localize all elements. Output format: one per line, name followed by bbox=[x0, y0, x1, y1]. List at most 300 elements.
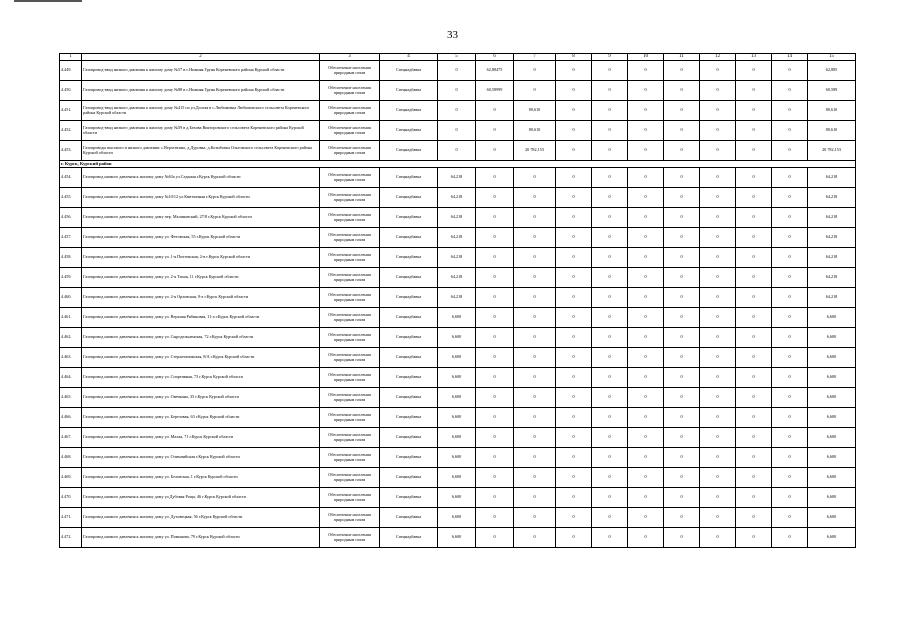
year-value: 0 bbox=[736, 101, 772, 121]
year-value: 0 bbox=[736, 308, 772, 328]
year-value: 0 bbox=[772, 388, 808, 408]
year-value: 0 bbox=[772, 328, 808, 348]
year-value: 0 bbox=[772, 228, 808, 248]
year-value: 0 bbox=[476, 101, 514, 121]
row-number: 4.471. bbox=[60, 508, 82, 528]
year-value: 0 bbox=[514, 168, 556, 188]
total-value: 64,218 bbox=[808, 248, 856, 268]
year-value: 0 bbox=[700, 528, 736, 548]
year-value: 0 bbox=[700, 468, 736, 488]
year-value: 0 bbox=[628, 168, 664, 188]
purpose-cell: Обеспечение населения природным газом bbox=[320, 248, 380, 268]
year-value: 0 bbox=[772, 468, 808, 488]
purpose-cell: Обеспечение населения природным газом bbox=[320, 488, 380, 508]
year-value: 0 bbox=[556, 388, 592, 408]
object-name: Газопровод низкого давления к жилому дому ул. Спортивная, 73 г.Курск Курской области bbox=[82, 368, 320, 388]
year-value: 0 bbox=[592, 81, 628, 101]
year-value: 0 bbox=[628, 188, 664, 208]
year-value: 0 bbox=[476, 528, 514, 548]
year-value: 0 bbox=[664, 101, 700, 121]
object-name: Газопровод низкого давления к жилому дому ул. Овечкина, 35 г.Курск Курской области bbox=[82, 388, 320, 408]
year-value: 0 bbox=[664, 188, 700, 208]
funding-source: Спецнадбавка bbox=[380, 328, 438, 348]
table-row bbox=[60, 188, 856, 208]
year-value: 0 bbox=[476, 141, 514, 161]
total-value: 60,589 bbox=[808, 81, 856, 101]
year-value: 0 bbox=[592, 328, 628, 348]
year-value: 6,600 bbox=[438, 348, 476, 368]
year-value: 0 bbox=[438, 61, 476, 81]
table-row bbox=[60, 408, 856, 428]
year-value: 20 782,153 bbox=[514, 141, 556, 161]
row-number: 4.463. bbox=[60, 348, 82, 368]
year-value: 0 bbox=[700, 448, 736, 468]
table-row bbox=[60, 101, 856, 121]
year-value: 64,218 bbox=[438, 288, 476, 308]
year-value: 0 bbox=[736, 528, 772, 548]
column-number: 4 bbox=[380, 54, 438, 61]
year-value: 0 bbox=[736, 248, 772, 268]
funding-source: Спецнадбавка bbox=[380, 81, 438, 101]
year-value: 0 bbox=[476, 468, 514, 488]
year-value: 0 bbox=[592, 368, 628, 388]
year-value: 0 bbox=[772, 248, 808, 268]
purpose-cell: Обеспечение населения природным газом bbox=[320, 328, 380, 348]
row-number: 4.455. bbox=[60, 188, 82, 208]
year-value: 6,600 bbox=[438, 368, 476, 388]
year-value: 0 bbox=[514, 308, 556, 328]
year-value: 0 bbox=[700, 428, 736, 448]
table-row bbox=[60, 61, 856, 81]
funding-source: Спецнадбавка bbox=[380, 388, 438, 408]
object-name: Газопровод низкого давления к жилому дому ул. Верхняя Рябиновая, 11-а г.Курск Курской области bbox=[82, 308, 320, 328]
year-value: 0 bbox=[628, 308, 664, 328]
year-value: 6,600 bbox=[438, 508, 476, 528]
year-value: 0 bbox=[664, 428, 700, 448]
object-name: Газопровод низкого давления к жилому дому ул. Фетовская, 55 г.Курск Курской области bbox=[82, 228, 320, 248]
year-value: 0 bbox=[592, 488, 628, 508]
year-value: 0 bbox=[556, 488, 592, 508]
year-value: 0 bbox=[476, 368, 514, 388]
purpose-cell: Обеспечение населения природным газом bbox=[320, 121, 380, 141]
year-value: 0 bbox=[514, 288, 556, 308]
year-value: 0 bbox=[592, 188, 628, 208]
year-value: 0 bbox=[556, 508, 592, 528]
year-value: 0 bbox=[592, 248, 628, 268]
total-value: 6,600 bbox=[808, 428, 856, 448]
year-value: 0 bbox=[556, 408, 592, 428]
year-value: 0 bbox=[476, 208, 514, 228]
year-value: 0 bbox=[628, 101, 664, 121]
row-number: 4.467. bbox=[60, 428, 82, 448]
table-body bbox=[60, 54, 856, 548]
total-value: 64,218 bbox=[808, 208, 856, 228]
year-value: 0 bbox=[514, 228, 556, 248]
year-value: 0 bbox=[628, 388, 664, 408]
year-value: 0 bbox=[556, 348, 592, 368]
funding-source: Спецнадбавка bbox=[380, 228, 438, 248]
year-value: 0 bbox=[592, 448, 628, 468]
year-value: 0 bbox=[736, 448, 772, 468]
year-value: 64,218 bbox=[438, 228, 476, 248]
year-value: 0 bbox=[664, 528, 700, 548]
funding-source: Спецнадбавка bbox=[380, 308, 438, 328]
year-value: 0 bbox=[514, 528, 556, 548]
table-row bbox=[60, 81, 856, 101]
year-value: 0 bbox=[592, 388, 628, 408]
year-value: 0 bbox=[664, 288, 700, 308]
year-value: 64,218 bbox=[438, 248, 476, 268]
row-number: 4.449. bbox=[60, 61, 82, 81]
section-row bbox=[60, 161, 856, 168]
year-value: 0 bbox=[664, 348, 700, 368]
year-value: 0 bbox=[628, 488, 664, 508]
year-value: 0 bbox=[592, 348, 628, 368]
total-value: 6,600 bbox=[808, 448, 856, 468]
year-value: 0 bbox=[736, 188, 772, 208]
funding-source: Спецнадбавка bbox=[380, 208, 438, 228]
year-value: 0 bbox=[628, 328, 664, 348]
year-value: 0 bbox=[514, 348, 556, 368]
row-number: 4.472. bbox=[60, 528, 82, 548]
year-value: 0 bbox=[736, 228, 772, 248]
year-value: 0 bbox=[772, 448, 808, 468]
year-value: 0 bbox=[514, 328, 556, 348]
total-value: 64,218 bbox=[808, 288, 856, 308]
total-value: 6,600 bbox=[808, 388, 856, 408]
year-value: 0 bbox=[438, 81, 476, 101]
object-name: Газопровод низкого давления к жилому дому ул. 2-я Тихая, 11 г.Курск Курской области bbox=[82, 268, 320, 288]
year-value: 0 bbox=[700, 168, 736, 188]
year-value: 0 bbox=[736, 168, 772, 188]
column-number: 9 bbox=[592, 54, 628, 61]
year-value: 0 bbox=[514, 188, 556, 208]
year-value: 0 bbox=[700, 121, 736, 141]
total-value: 80,610 bbox=[808, 101, 856, 121]
year-value: 0 bbox=[700, 268, 736, 288]
year-value: 0 bbox=[514, 468, 556, 488]
year-value: 0 bbox=[664, 408, 700, 428]
funding-source: Спецнадбавка bbox=[380, 268, 438, 288]
funding-source: Спецнадбавка bbox=[380, 448, 438, 468]
year-value: 0 bbox=[514, 408, 556, 428]
row-number: 4.451. bbox=[60, 101, 82, 121]
purpose-cell: Обеспечение населения природным газом bbox=[320, 208, 380, 228]
year-value: 0 bbox=[476, 388, 514, 408]
table-row bbox=[60, 308, 856, 328]
object-name: Газопровод-ввод низкого давления к жилому дому №415 по ул.Долгая в с.Любимовка Любимовского сельсовета Кореневского района Курской области bbox=[82, 101, 320, 121]
year-value: 0 bbox=[628, 408, 664, 428]
year-value: 64,218 bbox=[438, 268, 476, 288]
table-row bbox=[60, 328, 856, 348]
column-number: 1 bbox=[60, 54, 82, 61]
table-row bbox=[60, 288, 856, 308]
year-value: 0 bbox=[628, 448, 664, 468]
year-value: 0 bbox=[628, 428, 664, 448]
table-row bbox=[60, 468, 856, 488]
funding-source: Спецнадбавка bbox=[380, 141, 438, 161]
year-value: 0 bbox=[772, 121, 808, 141]
purpose-cell: Обеспечение населения природным газом bbox=[320, 288, 380, 308]
purpose-cell: Обеспечение населения природным газом bbox=[320, 388, 380, 408]
year-value: 0 bbox=[664, 61, 700, 81]
funding-source: Спецнадбавка bbox=[380, 348, 438, 368]
year-value: 6,600 bbox=[438, 448, 476, 468]
year-value: 0 bbox=[700, 248, 736, 268]
year-value: 0 bbox=[628, 288, 664, 308]
row-number: 4.464. bbox=[60, 368, 82, 388]
year-value: 0 bbox=[772, 288, 808, 308]
year-value: 0 bbox=[628, 508, 664, 528]
year-value: 0 bbox=[736, 488, 772, 508]
year-value: 0 bbox=[514, 268, 556, 288]
year-value: 0 bbox=[736, 288, 772, 308]
purpose-cell: Обеспечение населения природным газом bbox=[320, 368, 380, 388]
purpose-cell: Обеспечение населения природным газом bbox=[320, 528, 380, 548]
year-value: 80,610 bbox=[514, 121, 556, 141]
year-value: 0 bbox=[514, 208, 556, 228]
object-name: Газопровод низкого давления к жилому дому ул. Олимпийская г.Курск Курской области bbox=[82, 448, 320, 468]
year-value: 0 bbox=[556, 448, 592, 468]
row-number: 4.470. bbox=[60, 488, 82, 508]
column-number: 6 bbox=[476, 54, 514, 61]
year-value: 0 bbox=[700, 81, 736, 101]
row-number: 4.459. bbox=[60, 268, 82, 288]
object-name: Газопровод-ввод низкого давления к жилому дому №59 в д.Бехова Викторовского сельсовета Кореневского района Курской области bbox=[82, 121, 320, 141]
total-value: 64,218 bbox=[808, 168, 856, 188]
object-name: Газопровод низкого давления к жилому дому ул. Сыродельненская, 72 г.Курск Курской области bbox=[82, 328, 320, 348]
year-value: 64,218 bbox=[438, 168, 476, 188]
year-value: 6,600 bbox=[438, 388, 476, 408]
total-value: 64,218 bbox=[808, 188, 856, 208]
year-value: 0 bbox=[514, 248, 556, 268]
row-number: 4.461. bbox=[60, 308, 82, 328]
funding-source: Спецнадбавка bbox=[380, 408, 438, 428]
table-row bbox=[60, 388, 856, 408]
total-value: 6,600 bbox=[808, 528, 856, 548]
year-value: 0 bbox=[514, 368, 556, 388]
year-value: 0 bbox=[592, 528, 628, 548]
purpose-cell: Обеспечение населения природным газом bbox=[320, 168, 380, 188]
total-value: 6,600 bbox=[808, 408, 856, 428]
year-value: 0 bbox=[772, 268, 808, 288]
year-value: 0 bbox=[628, 228, 664, 248]
year-value: 0 bbox=[664, 328, 700, 348]
year-value: 0 bbox=[700, 141, 736, 161]
year-value: 0 bbox=[736, 61, 772, 81]
year-value: 0 bbox=[556, 188, 592, 208]
year-value: 0 bbox=[628, 528, 664, 548]
funding-source: Спецнадбавка bbox=[380, 168, 438, 188]
year-value: 0 bbox=[772, 101, 808, 121]
row-number: 4.460. bbox=[60, 288, 82, 308]
funding-source: Спецнадбавка bbox=[380, 188, 438, 208]
year-value: 0 bbox=[700, 388, 736, 408]
year-value: 0 bbox=[514, 488, 556, 508]
funding-source: Спецнадбавка bbox=[380, 121, 438, 141]
year-value: 0 bbox=[664, 248, 700, 268]
object-name: Газопровод низкого давления к жилому дому ул. Поминова, 79 г.Курск Курской области bbox=[82, 528, 320, 548]
year-value: 0 bbox=[592, 141, 628, 161]
year-value: 0 bbox=[592, 308, 628, 328]
year-value: 0 bbox=[476, 168, 514, 188]
object-name: Газопроводы высокого и низкого давления: с.Верхтекино, д.Дуровка, д.Козыбовка Ольговского сельсовета Кореневского района Курской области bbox=[82, 141, 320, 161]
year-value: 0 bbox=[556, 81, 592, 101]
year-value: 0 bbox=[476, 508, 514, 528]
object-name: Газопровод низкого давления к жилому дому ул. Духовецкая, 56 г.Курск Курской области bbox=[82, 508, 320, 528]
year-value: 0 bbox=[628, 348, 664, 368]
year-value: 0 bbox=[700, 101, 736, 121]
total-value: 6,600 bbox=[808, 468, 856, 488]
year-value: 0 bbox=[556, 528, 592, 548]
total-value: 6,600 bbox=[808, 328, 856, 348]
year-value: 64,218 bbox=[438, 188, 476, 208]
year-value: 0 bbox=[476, 448, 514, 468]
total-value: 6,600 bbox=[808, 508, 856, 528]
object-name: Газопровод низкого давления к жилому дому ул. 1-я Почтенская, 2-в г.Курск Курской области bbox=[82, 248, 320, 268]
object-name: Газопровод-ввод низкого давления к жилому дому №57 в с.Нижняя Груня Кореневского района Курской области bbox=[82, 61, 320, 81]
year-value: 0 bbox=[592, 61, 628, 81]
year-value: 0 bbox=[592, 168, 628, 188]
year-value: 0 bbox=[664, 121, 700, 141]
year-value: 0 bbox=[592, 408, 628, 428]
year-value: 6,600 bbox=[438, 528, 476, 548]
year-value: 0 bbox=[476, 488, 514, 508]
object-name: Газопровод низкого давления к жилому дому ул. Березовая, 63 г.Курск Курской области bbox=[82, 408, 320, 428]
total-value: 6,600 bbox=[808, 488, 856, 508]
funding-source: Спецнадбавка bbox=[380, 508, 438, 528]
year-value: 0 bbox=[700, 288, 736, 308]
year-value: 0 bbox=[556, 328, 592, 348]
year-value: 0 bbox=[772, 308, 808, 328]
year-value: 0 bbox=[476, 328, 514, 348]
year-value: 0 bbox=[736, 348, 772, 368]
purpose-cell: Обеспечение населения природным газом bbox=[320, 468, 380, 488]
table-row bbox=[60, 248, 856, 268]
year-value: 0 bbox=[556, 428, 592, 448]
table-row bbox=[60, 268, 856, 288]
column-number: 10 bbox=[628, 54, 664, 61]
year-value: 0 bbox=[664, 448, 700, 468]
year-value: 6,600 bbox=[438, 328, 476, 348]
year-value: 0 bbox=[628, 368, 664, 388]
purpose-cell: Обеспечение населения природным газом bbox=[320, 348, 380, 368]
row-number: 4.466. bbox=[60, 408, 82, 428]
year-value: 64,218 bbox=[438, 208, 476, 228]
column-number: 3 bbox=[320, 54, 380, 61]
year-value: 0 bbox=[700, 368, 736, 388]
total-value: 62,885 bbox=[808, 61, 856, 81]
year-value: 0 bbox=[700, 488, 736, 508]
column-number: 12 bbox=[700, 54, 736, 61]
year-value: 0 bbox=[700, 408, 736, 428]
object-name: Газопровод низкого давления к жилому дому ул. Малая, 71 г.Курск Курской области bbox=[82, 428, 320, 448]
year-value: 0 bbox=[772, 188, 808, 208]
year-value: 0 bbox=[628, 61, 664, 81]
year-value: 0 bbox=[664, 388, 700, 408]
total-value: 20 782,153 bbox=[808, 141, 856, 161]
year-value: 80,610 bbox=[514, 101, 556, 121]
year-value: 0 bbox=[514, 81, 556, 101]
year-value: 0 bbox=[592, 508, 628, 528]
object-name: Газопровод низкого давления к жилому дому №63а ул.Седьмая г.Курск Курской области bbox=[82, 168, 320, 188]
table-row bbox=[60, 428, 856, 448]
object-name: Газопровод низкого давления к жилому дому ул. Беловская, 1 г.Курск Курской области bbox=[82, 468, 320, 488]
table-row bbox=[60, 368, 856, 388]
object-name: Газопровод низкого давления к жилому дому №10/12 ул.Квитчачная г.Курск Курской области bbox=[82, 188, 320, 208]
purpose-cell: Обеспечение населения природным газом bbox=[320, 508, 380, 528]
year-value: 0 bbox=[736, 408, 772, 428]
year-value: 0 bbox=[476, 288, 514, 308]
year-value: 60,58999 bbox=[476, 81, 514, 101]
year-value: 0 bbox=[476, 268, 514, 288]
year-value: 0 bbox=[628, 208, 664, 228]
year-value: 0 bbox=[438, 121, 476, 141]
total-value: 80,610 bbox=[808, 121, 856, 141]
row-number: 4.458. bbox=[60, 248, 82, 268]
row-number: 4.457. bbox=[60, 228, 82, 248]
year-value: 0 bbox=[772, 81, 808, 101]
year-value: 0 bbox=[664, 488, 700, 508]
year-value: 0 bbox=[664, 308, 700, 328]
year-value: 0 bbox=[700, 228, 736, 248]
year-value: 0 bbox=[736, 141, 772, 161]
purpose-cell: Обеспечение населения природным газом bbox=[320, 188, 380, 208]
year-value: 0 bbox=[736, 208, 772, 228]
year-value: 0 bbox=[736, 388, 772, 408]
year-value: 0 bbox=[514, 508, 556, 528]
column-number: 7 bbox=[514, 54, 556, 61]
year-value: 0 bbox=[664, 368, 700, 388]
year-value: 0 bbox=[664, 81, 700, 101]
row-number: 4.453. bbox=[60, 141, 82, 161]
table-row bbox=[60, 488, 856, 508]
table-row bbox=[60, 121, 856, 141]
purpose-cell: Обеспечение населения природным газом bbox=[320, 61, 380, 81]
section-title: г. Курск, Курский район bbox=[60, 161, 856, 168]
year-value: 0 bbox=[772, 168, 808, 188]
year-value: 0 bbox=[556, 468, 592, 488]
year-value: 62,88475 bbox=[476, 61, 514, 81]
year-value: 0 bbox=[556, 268, 592, 288]
table-row bbox=[60, 528, 856, 548]
year-value: 0 bbox=[736, 368, 772, 388]
year-value: 0 bbox=[592, 288, 628, 308]
purpose-cell: Обеспечение населения природным газом bbox=[320, 308, 380, 328]
total-value: 64,218 bbox=[808, 268, 856, 288]
column-number: 8 bbox=[556, 54, 592, 61]
year-value: 0 bbox=[664, 508, 700, 528]
year-value: 0 bbox=[592, 101, 628, 121]
year-value: 0 bbox=[664, 208, 700, 228]
funding-source: Спецнадбавка bbox=[380, 528, 438, 548]
year-value: 0 bbox=[700, 308, 736, 328]
year-value: 0 bbox=[556, 141, 592, 161]
year-value: 0 bbox=[736, 508, 772, 528]
funding-source: Спецнадбавка bbox=[380, 101, 438, 121]
total-value: 6,600 bbox=[808, 348, 856, 368]
year-value: 0 bbox=[438, 141, 476, 161]
funding-source: Спецнадбавка bbox=[380, 248, 438, 268]
column-number: 15 bbox=[808, 54, 856, 61]
table-row bbox=[60, 141, 856, 161]
year-value: 6,600 bbox=[438, 428, 476, 448]
year-value: 6,600 bbox=[438, 408, 476, 428]
year-value: 0 bbox=[700, 208, 736, 228]
year-value: 0 bbox=[772, 528, 808, 548]
year-value: 0 bbox=[514, 388, 556, 408]
year-value: 0 bbox=[628, 248, 664, 268]
